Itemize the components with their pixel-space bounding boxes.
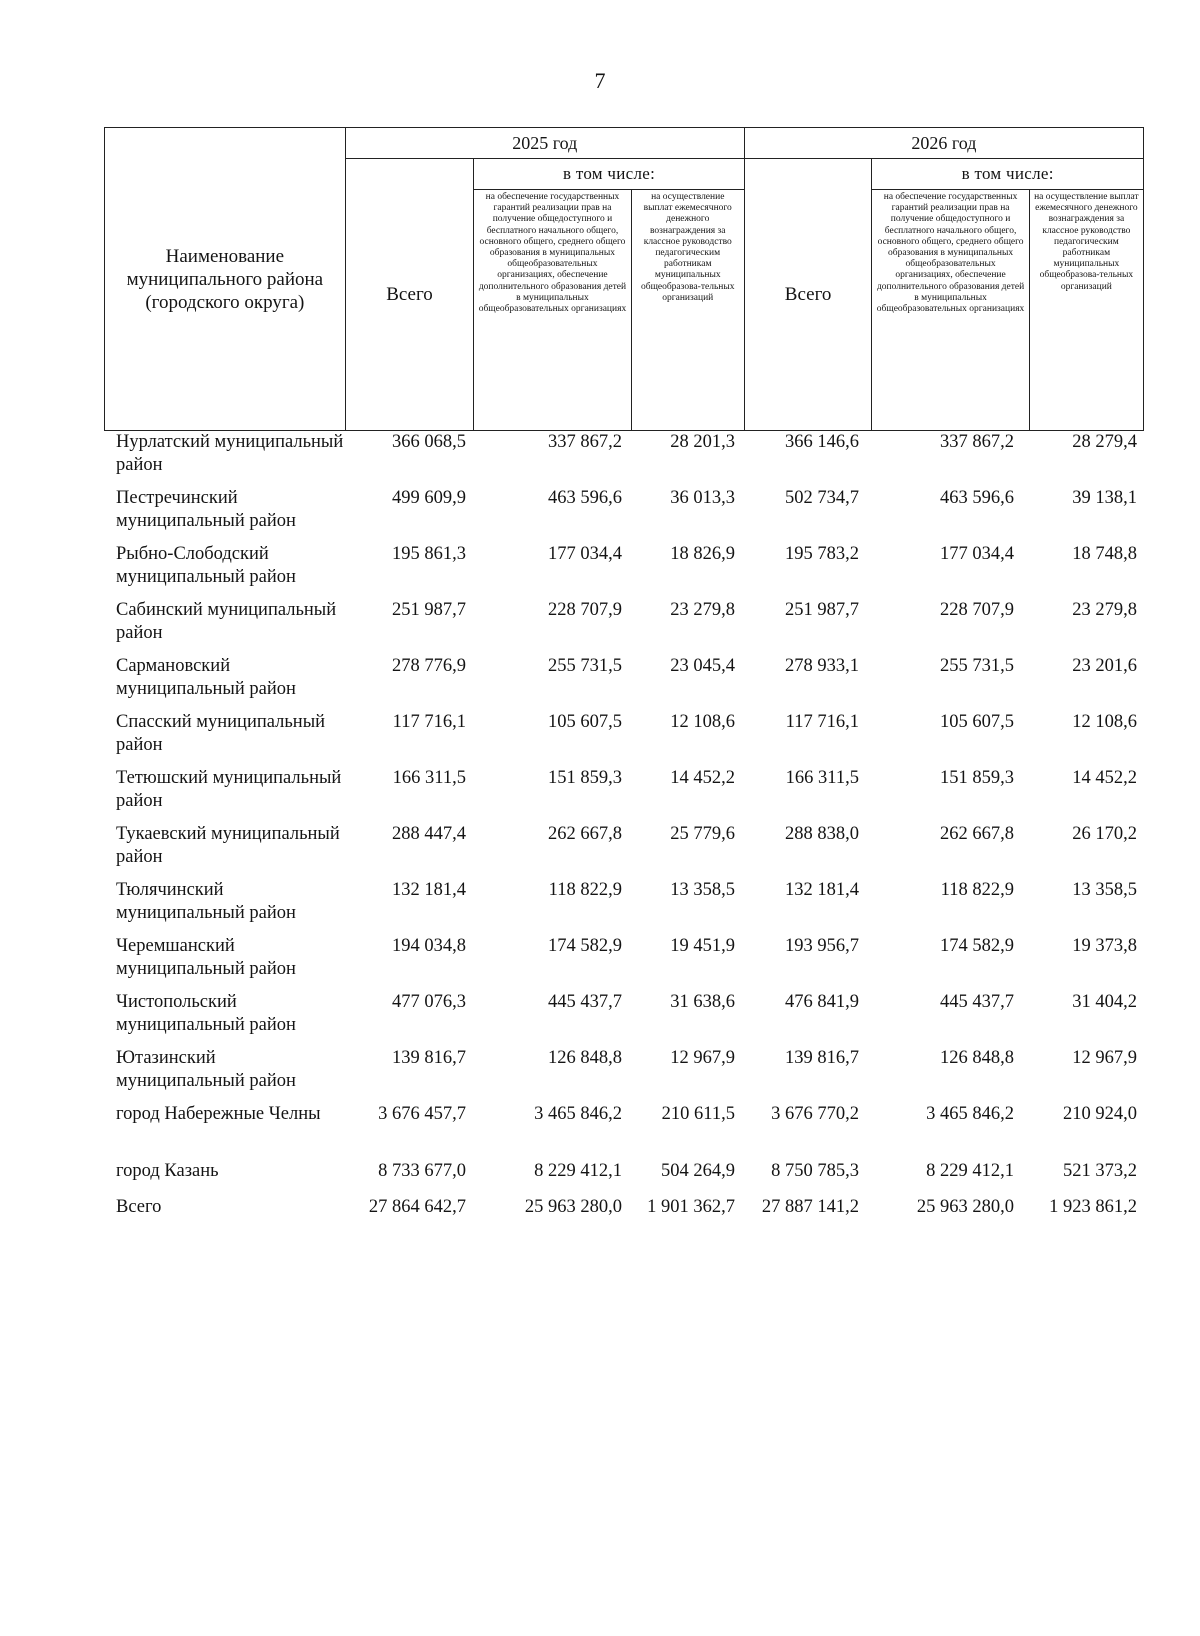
class-teacher-pay-2026: 14 452,2	[1072, 768, 1137, 788]
table-row	[0, 487, 1200, 543]
class-teacher-pay-2026: 13 358,5	[1072, 880, 1137, 900]
total-2026: 8 750 785,3	[771, 1161, 859, 1181]
header-class-teacher-pay-2026: на осуществление выплат ежемесячного денежного вознаграждения за классное руководство педагогическим работникам муниципальных общеобразова-тельных организаций	[1029, 190, 1143, 431]
guarantees-2025: 151 859,3	[548, 768, 622, 788]
table-row	[0, 599, 1200, 655]
total-2025: 366 068,5	[392, 432, 466, 452]
header-total-2025: Всего	[345, 159, 474, 431]
class-teacher-pay-2026: 12 108,6	[1072, 712, 1137, 732]
class-teacher-pay-2025: 504 264,9	[661, 1161, 735, 1181]
guarantees-2026: 445 437,7	[940, 992, 1014, 1012]
total-2026: 502 734,7	[785, 488, 859, 508]
total-2026: 195 783,2	[785, 544, 859, 564]
table-row	[0, 655, 1200, 711]
row-name: Сабинский муниципальный район	[116, 600, 337, 643]
table-row	[0, 823, 1200, 879]
guarantees-2026: 177 034,4	[940, 544, 1014, 564]
table-row-total	[0, 1196, 1200, 1252]
table-row	[0, 1047, 1200, 1103]
class-teacher-pay-2025: 19 451,9	[670, 936, 735, 956]
row-name: Нурлатский муниципальный район	[116, 432, 344, 475]
total-2026: 139 816,7	[785, 1048, 859, 1068]
class-teacher-pay-2026: 39 138,1	[1072, 488, 1137, 508]
total-2025: 27 864 642,7	[368, 1197, 466, 1217]
table-header	[104, 127, 1144, 431]
total-2025: 288 447,4	[392, 824, 466, 844]
class-teacher-pay-2025: 210 611,5	[661, 1104, 735, 1124]
total-2025: 477 076,3	[392, 992, 466, 1012]
total-2026: 117 716,1	[785, 712, 859, 732]
total-2026: 3 676 770,2	[771, 1104, 859, 1124]
total-2025: 194 034,8	[392, 936, 466, 956]
guarantees-2026: 255 731,5	[940, 656, 1014, 676]
class-teacher-pay-2026: 31 404,2	[1072, 992, 1137, 1012]
header-including-2025: в том числе:	[474, 159, 745, 190]
table-row	[0, 767, 1200, 823]
total-2025: 278 776,9	[392, 656, 466, 676]
class-teacher-pay-2026: 19 373,8	[1072, 936, 1137, 956]
header-year-2026: 2026 год	[744, 128, 1143, 159]
table-row	[0, 1103, 1200, 1159]
row-name: Пестречинский муниципальный район	[116, 488, 296, 531]
guarantees-2026: 174 582,9	[940, 936, 1014, 956]
guarantees-2026: 118 822,9	[940, 880, 1014, 900]
class-teacher-pay-2026: 26 170,2	[1072, 824, 1137, 844]
table-row	[0, 431, 1200, 487]
row-name: Чистопольский муниципальный район	[116, 992, 296, 1035]
guarantees-2025: 228 707,9	[548, 600, 622, 620]
total-2026: 166 311,5	[785, 768, 859, 788]
class-teacher-pay-2026: 23 279,8	[1072, 600, 1137, 620]
header-class-teacher-pay-2025: на осуществление выплат ежемесячного денежного вознаграждения за классное руководство педагогическим работникам муниципальных общеобразова-тельных организаций	[631, 190, 744, 431]
total-2025: 3 676 457,7	[378, 1104, 466, 1124]
total-2025: 251 987,7	[392, 600, 466, 620]
row-name: Ютазинский муниципальный район	[116, 1048, 296, 1091]
total-2025: 117 716,1	[392, 712, 466, 732]
row-name: Всего	[116, 1197, 162, 1217]
guarantees-2025: 126 848,8	[548, 1048, 622, 1068]
row-name: город Казань	[116, 1161, 219, 1181]
table-row	[0, 543, 1200, 599]
total-2025: 8 733 677,0	[378, 1161, 466, 1181]
row-name: Тукаевский муниципальный район	[116, 824, 340, 867]
page-number: 7	[594, 68, 606, 93]
total-2025: 195 861,3	[392, 544, 466, 564]
header-including-2026: в том числе:	[872, 159, 1144, 190]
class-teacher-pay-2025: 18 826,9	[670, 544, 735, 564]
total-2026: 476 841,9	[785, 992, 859, 1012]
table-row	[0, 935, 1200, 991]
table-row	[0, 879, 1200, 935]
header-name-column: Наименование муниципального района (городского округа)	[105, 128, 346, 431]
guarantees-2026: 3 465 846,2	[926, 1104, 1014, 1124]
row-name: Тетюшский муниципальный район	[116, 768, 342, 811]
total-2025: 499 609,9	[392, 488, 466, 508]
total-2026: 27 887 141,2	[761, 1197, 859, 1217]
guarantees-2025: 3 465 846,2	[534, 1104, 622, 1124]
header-guarantees-2026: на обеспечение государственных гарантий реализации прав на получение общедоступного и бесплатного начального общего, основного общего, среднего общего образования в муниципальных общеобразовательных организациях, обеспечение дополнительного образования детей в муниципальных общеобразовательных организациях	[872, 190, 1029, 431]
guarantees-2025: 255 731,5	[548, 656, 622, 676]
total-2025: 139 816,7	[392, 1048, 466, 1068]
class-teacher-pay-2025: 23 045,4	[670, 656, 735, 676]
total-2026: 366 146,6	[785, 432, 859, 452]
row-name: Спасский муниципальный район	[116, 712, 326, 755]
guarantees-2026: 463 596,6	[940, 488, 1014, 508]
guarantees-2025: 8 229 412,1	[534, 1161, 622, 1181]
class-teacher-pay-2025: 14 452,2	[670, 768, 735, 788]
guarantees-2025: 177 034,4	[548, 544, 622, 564]
guarantees-2026: 105 607,5	[940, 712, 1014, 732]
guarantees-2026: 8 229 412,1	[926, 1161, 1014, 1181]
guarantees-2025: 105 607,5	[548, 712, 622, 732]
table-row	[0, 991, 1200, 1047]
table-row	[0, 711, 1200, 767]
row-name: Черемшанский муниципальный район	[116, 936, 296, 979]
class-teacher-pay-2025: 12 967,9	[670, 1048, 735, 1068]
total-2026: 278 933,1	[785, 656, 859, 676]
class-teacher-pay-2025: 25 779,6	[670, 824, 735, 844]
guarantees-2026: 25 963 280,0	[916, 1197, 1014, 1217]
guarantees-2026: 151 859,3	[940, 768, 1014, 788]
class-teacher-pay-2026: 18 748,8	[1072, 544, 1137, 564]
guarantees-2025: 337 867,2	[548, 432, 622, 452]
class-teacher-pay-2025: 23 279,8	[670, 600, 735, 620]
class-teacher-pay-2026: 210 924,0	[1063, 1104, 1137, 1124]
class-teacher-pay-2026: 28 279,4	[1072, 432, 1137, 452]
class-teacher-pay-2025: 13 358,5	[670, 880, 735, 900]
header-guarantees-2025: на обеспечение государственных гарантий реализации прав на получение общедоступного и бесплатного начального общего, основного общего, среднего общего образования в муниципальных общеобразовательных организациях, обеспечение дополнительного образования детей в муниципальных общеобразовательных организациях	[474, 190, 631, 431]
header-total-2026: Всего	[744, 159, 872, 431]
class-teacher-pay-2026: 1 923 861,2	[1049, 1197, 1137, 1217]
class-teacher-pay-2025: 36 013,3	[670, 488, 735, 508]
row-name: Сармановский муниципальный район	[116, 656, 296, 699]
guarantees-2026: 228 707,9	[940, 600, 1014, 620]
class-teacher-pay-2026: 23 201,6	[1072, 656, 1137, 676]
class-teacher-pay-2025: 28 201,3	[670, 432, 735, 452]
guarantees-2026: 126 848,8	[940, 1048, 1014, 1068]
class-teacher-pay-2025: 12 108,6	[670, 712, 735, 732]
guarantees-2026: 337 867,2	[940, 432, 1014, 452]
guarantees-2025: 463 596,6	[548, 488, 622, 508]
row-name: город Набережные Челны	[116, 1104, 321, 1124]
total-2026: 251 987,7	[785, 600, 859, 620]
guarantees-2025: 174 582,9	[548, 936, 622, 956]
class-teacher-pay-2025: 31 638,6	[670, 992, 735, 1012]
row-name: Тюлячинский муниципальный район	[116, 880, 296, 923]
class-teacher-pay-2026: 521 373,2	[1063, 1161, 1137, 1181]
guarantees-2025: 118 822,9	[548, 880, 622, 900]
guarantees-2025: 445 437,7	[548, 992, 622, 1012]
total-2026: 132 181,4	[785, 880, 859, 900]
total-2026: 288 838,0	[785, 824, 859, 844]
total-2025: 166 311,5	[392, 768, 466, 788]
guarantees-2025: 25 963 280,0	[524, 1197, 622, 1217]
guarantees-2025: 262 667,8	[548, 824, 622, 844]
class-teacher-pay-2026: 12 967,9	[1072, 1048, 1137, 1068]
total-2025: 132 181,4	[392, 880, 466, 900]
total-2026: 193 956,7	[785, 936, 859, 956]
header-year-2025: 2025 год	[345, 128, 744, 159]
class-teacher-pay-2025: 1 901 362,7	[647, 1197, 735, 1217]
row-name: Рыбно-Слободский муниципальный район	[116, 544, 296, 587]
guarantees-2026: 262 667,8	[940, 824, 1014, 844]
